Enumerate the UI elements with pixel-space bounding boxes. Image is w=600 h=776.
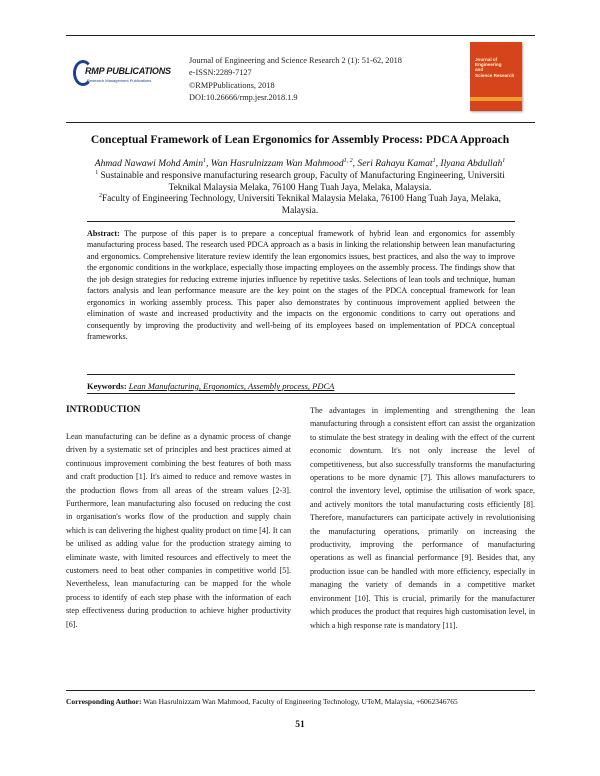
affiliation-1: $^1$ Sustainable and responsive manufacturing research group, Faculty of Manufacturing Engineering, Universiti Teknikal Malaysia Melaka, 76100 Hang Tuah Jaya, Melaka, Malaysia. [95, 169, 505, 193]
journal-cover-thumbnail [470, 42, 522, 111]
publisher-logo [73, 60, 181, 88]
logo-tagline: Research Management Publications [87, 78, 152, 83]
abstract-top-rule [87, 221, 515, 222]
footer-rule [66, 690, 535, 691]
journal-citation: Journal of Engineering and Science Research 2 (1): 51-62, 2018 [189, 56, 402, 65]
abstract [87, 228, 515, 343]
cover-band [470, 97, 522, 101]
author: Ahmad Nawawi Mohd Amin [94, 158, 203, 169]
journal-issn: e-ISSN:2289-7127 [189, 68, 252, 78]
keywords-label: Keywords: [87, 381, 127, 391]
author: Seri Rahayu Kamat [357, 158, 433, 169]
paper-title: Conceptual Framework of Lean Ergonomics for Assembly Process: PDCA Approach [90, 133, 510, 146]
abstract-text: The purpose of this paper is to prepare a conceptual framework of hybrid lean and ergonomics for assembly manufacturing process based. The research used PDCA approach as a basis in linking the relationship between lean manufacturing and ergonomics. Comprehensive literature review identify the lean ergonomics issues, best practices, and also the way to improve the ergonomic conditions in the workplace, especially those impacting employees on the assembly process. The findings show that the job design strategies for reducing extreme injuries influence by repetitive tasks. Selections of lean tools and technique, human factors analysis and lean performance measure are the key point on the stages of the PDCA conceptual framework for lean ergonomics in working assembly process. This paper also demonstrates by continuous improvement applied between the elimination of waste and increased productivity and the impacts on the ergonomic conditions to carry out operations and consequently by improving the productivity and well-being of its employees based on implementation of PDCA conceptual frameworks. [87, 229, 515, 342]
page-number: 51 [295, 720, 305, 730]
cover-title: Journal of Engineering and Science Research [475, 57, 515, 78]
section-heading: INTRODUCTION [66, 405, 141, 415]
logo-text: RMP PUBLICATIONS [85, 66, 171, 76]
affiliation-2: $^2$Faculty of Engineering Technology, Universiti Teknikal Malaysia Melaka, 76100 Hang Tuah Jaya, Melaka, Malaysia. [99, 192, 501, 216]
author: Wan Hasrulnizzam Wan Mahmood [210, 158, 344, 169]
journal-doi: DOI:10.26666/rmp.jesr.2018.1.9 [189, 92, 298, 102]
corresponding-author: Corresponding Author: Wan Hasrulnizzam Wan Mahmood, Faculty of Engineering Technology, UTeM, Malaysia, +6062346765 [66, 697, 458, 706]
intro-right-column: The advantages in implementing and strengthening the lean manufacturing through a consistent effort can assist the organization to stimulate the best strategy in dealing with the effect of the current economic downturn. It's not only increase the level of competitiveness, but also successfully transforms the manufacturing operations to be more dynamic [7]. This allows manufacturers to control the inventory level, optimise the utilisation of work space, and actively monitors the total manufacturing costs efficiently [8]. Therefore, manufacturers can participate actively in revolutionising the manufacturing operations, primarily on increasing the productivity, improving the performance of manufacturing operations as well as financial performance [9]. Besides that, any production issue can be handled with more efficiency, especially in managing the variety of demands in a competitive market environment [10]. This is crucial, primarily for the manufacturer which produces the product that requires high customisation level, in which a high response rate is mandatory [11]. [310, 406, 535, 630]
keywords-rule [87, 393, 515, 394]
keywords-value: Lean Manufacturing, Ergonomics, Assembly process, PDCA [128, 381, 335, 391]
author: Ilyana Abdullah [440, 158, 503, 169]
abstract-bottom-rule [87, 374, 515, 375]
top-rule [66, 35, 535, 36]
journal-meta [189, 55, 402, 104]
author-list: Ahmad Nawawi Mohd Amin$^1$, Wan Hasrulnizzam Wan Mahmood$^{1, 2}$, Seri Rahayu Kamat$^1$, Ilyana Abdullah$^1$ [94, 157, 506, 169]
journal-copyright: ©RMPPublications, 2018 [189, 80, 275, 90]
intro-left-column: Lean manufacturing can be define as a dynamic process of change driven by a systematic set of principles and best practices aimed at continuous improvement combining the best features of both mass and craft production [1]. It's aimed to reduce and remove wastes in the production flows from all areas of the stream values [2-3]. Furthermore, lean manufacturing also focused on reducing the cost in organisation's works flow of the production and supply chain which is can delivering the highest quality product on time [4]. It can be utilised as adding value for the production strategy aiming to eliminate waste, with limited resources and effectively to meet the customers need to beat other companies in competitive world [5]. Nevertheless, lean manufacturing can be mapped for the whole process to identify of each step phase with the information of each step effectiveness during production to achieve higher productivity [6]. [66, 432, 291, 629]
abstract-label: Abstract: [87, 229, 120, 238]
keywords [87, 381, 334, 391]
header-rule [66, 122, 535, 123]
